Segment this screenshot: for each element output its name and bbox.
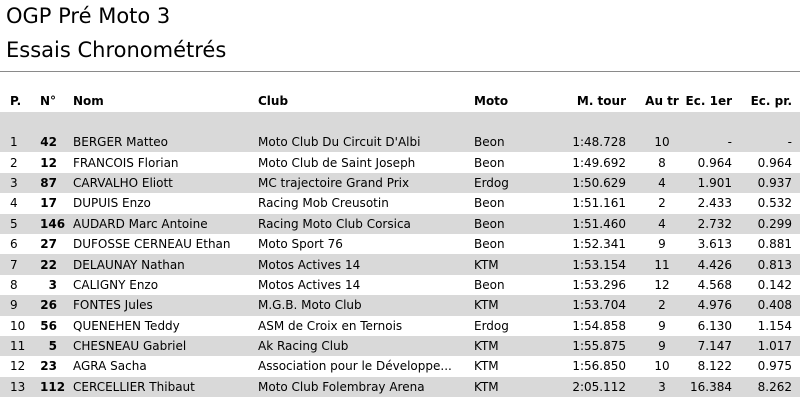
cell-lap-no: 2 [658, 298, 666, 313]
cell-best-lap: 1:55.875 [572, 339, 626, 354]
cell-gap-first: 4.976 [697, 298, 732, 313]
cell-club: Racing Mob Creusotin [258, 196, 389, 211]
cell-name: DELAUNAY Nathan [73, 257, 185, 272]
cell-gap-first: 4.568 [697, 277, 732, 292]
cell-moto: KTM [474, 339, 499, 354]
cell-name: DUFOSSE CERNEAU Ethan [73, 237, 231, 252]
cell-name: CERCELLIER Thibaut [73, 379, 195, 394]
cell-gap-prev: 0.964 [757, 155, 792, 170]
cell-lap-no: 11 [654, 257, 670, 272]
cell-gap-prev: 0.813 [757, 257, 792, 272]
table-spacer-row [0, 112, 800, 132]
cell-pos: 7 [10, 257, 18, 272]
cell-num: 22 [40, 257, 57, 272]
cell-num: 5 [48, 339, 57, 354]
cell-best-lap: 1:48.728 [572, 135, 626, 150]
cell-lap-no: 4 [658, 175, 666, 190]
cell-club: Motos Actives 14 [258, 277, 361, 292]
table-row[interactable] [0, 193, 800, 213]
cell-pos: 5 [10, 216, 18, 231]
cell-moto: Erdog [474, 318, 509, 333]
table-row[interactable] [0, 377, 800, 397]
cell-num: 26 [40, 298, 57, 313]
col-header-name[interactable]: Nom [73, 94, 104, 108]
cell-name: AUDARD Marc Antoine [73, 216, 208, 231]
cell-gap-first: 0.964 [697, 155, 732, 170]
cell-lap-no: 8 [658, 155, 666, 170]
cell-moto: Beon [474, 277, 505, 292]
cell-lap-no: 9 [658, 237, 666, 252]
cell-club: ASM de Croix en Ternois [258, 318, 403, 333]
cell-pos: 6 [10, 237, 18, 252]
cell-best-lap: 2:05.112 [572, 379, 626, 394]
cell-gap-first: 4.426 [697, 257, 732, 272]
cell-num: 87 [40, 175, 57, 190]
table-row[interactable] [0, 214, 800, 234]
table-row[interactable] [0, 173, 800, 193]
col-header-moto[interactable]: Moto [474, 94, 509, 108]
cell-best-lap: 1:52.341 [572, 237, 626, 252]
cell-moto: Beon [474, 155, 505, 170]
cell-gap-prev: 0.142 [757, 277, 792, 292]
cell-gap-first: 16.384 [690, 379, 732, 394]
cell-num: 56 [40, 318, 57, 333]
cell-num: 27 [40, 237, 57, 252]
col-header-club[interactable]: Club [258, 94, 289, 108]
col-header-pos[interactable]: P. [10, 94, 22, 108]
cell-gap-first: 2.732 [697, 216, 732, 231]
cell-name: DUPUIS Enzo [73, 196, 151, 211]
cell-gap-first: - [727, 135, 732, 150]
table-row[interactable] [0, 254, 800, 274]
cell-moto: Beon [474, 237, 505, 252]
cell-club: MC trajectoire Grand Prix [258, 175, 410, 190]
cell-best-lap: 1:56.850 [572, 359, 626, 374]
cell-gap-prev: 1.154 [757, 318, 792, 333]
cell-club: Motos Actives 14 [258, 257, 361, 272]
table-row[interactable] [0, 336, 800, 356]
cell-best-lap: 1:51.460 [572, 216, 626, 231]
cell-gap-prev: 0.299 [757, 216, 792, 231]
col-header-best-lap[interactable]: M. tour [576, 94, 626, 108]
table-header-row [0, 90, 800, 112]
cell-lap-no: 3 [658, 379, 666, 394]
results-table [0, 90, 800, 397]
cell-club: M.G.B. Moto Club [258, 298, 362, 313]
cell-num: 12 [40, 155, 57, 170]
cell-name: CHESNEAU Gabriel [73, 339, 187, 354]
table-row[interactable] [0, 132, 800, 152]
table-row[interactable] [0, 234, 800, 254]
cell-name: CARVALHO Eliott [73, 175, 173, 190]
cell-pos: 10 [10, 318, 26, 333]
cell-name: CALIGNY Enzo [73, 277, 159, 292]
header-divider [0, 71, 800, 72]
table-row[interactable] [0, 316, 800, 336]
cell-gap-first: 8.122 [697, 359, 732, 374]
cell-lap-no: 2 [658, 196, 666, 211]
cell-num: 23 [40, 359, 57, 374]
cell-lap-no: 9 [658, 339, 666, 354]
cell-pos: 1 [10, 135, 18, 150]
cell-moto: KTM [474, 359, 499, 374]
cell-gap-prev: 1.017 [757, 339, 792, 354]
cell-name: FRANCOIS Florian [73, 155, 179, 170]
cell-club: Moto Club Du Circuit D'Albi [258, 135, 421, 150]
cell-num: 112 [40, 379, 66, 394]
cell-name: FONTES Jules [73, 298, 153, 313]
cell-num: 146 [40, 216, 66, 231]
cell-gap-first: 3.613 [697, 237, 732, 252]
cell-moto: Beon [474, 216, 505, 231]
cell-moto: Beon [474, 196, 505, 211]
cell-club: Moto Club de Saint Joseph [258, 155, 416, 170]
table-row[interactable] [0, 356, 800, 376]
table-row[interactable] [0, 275, 800, 295]
cell-club: Moto Club Folembray Arena [258, 379, 425, 394]
cell-best-lap: 1:53.296 [572, 277, 626, 292]
cell-club: Ak Racing Club [258, 339, 349, 354]
cell-best-lap: 1:51.161 [572, 196, 626, 211]
cell-pos: 11 [10, 339, 26, 354]
cell-gap-first: 7.147 [697, 339, 732, 354]
cell-moto: KTM [474, 298, 499, 313]
cell-gap-prev: 0.937 [757, 175, 792, 190]
cell-gap-prev: 0.975 [757, 359, 792, 374]
cell-name: AGRA Sacha [73, 359, 147, 374]
cell-club: Racing Moto Club Corsica [258, 216, 411, 231]
cell-pos: 12 [10, 359, 26, 374]
cell-gap-first: 6.130 [697, 318, 732, 333]
cell-gap-first: 1.901 [697, 175, 732, 190]
cell-gap-prev: 8.262 [757, 379, 792, 394]
cell-best-lap: 1:54.858 [572, 318, 626, 333]
cell-club: Moto Sport 76 [258, 237, 343, 252]
cell-name: BERGER Matteo [73, 135, 169, 150]
results-body [0, 112, 800, 397]
cell-pos: 8 [10, 277, 18, 292]
page-title: OGP Pré Moto 3 [6, 4, 171, 28]
cell-gap-first: 2.433 [697, 196, 732, 211]
cell-num: 3 [48, 277, 57, 292]
col-header-num[interactable]: N° [40, 94, 57, 108]
cell-gap-prev: 0.532 [757, 196, 792, 211]
cell-name: QUENEHEN Teddy [73, 318, 180, 333]
cell-lap-no: 4 [658, 216, 666, 231]
cell-gap-prev: 0.881 [757, 237, 792, 252]
col-header-gap-prev[interactable]: Ec. pr. [750, 94, 792, 108]
cell-moto: Erdog [474, 175, 509, 190]
cell-moto: Beon [474, 135, 505, 150]
cell-pos: 3 [10, 175, 18, 190]
table-row[interactable] [0, 295, 800, 315]
cell-best-lap: 1:50.629 [572, 175, 626, 190]
cell-best-lap: 1:53.154 [572, 257, 626, 272]
cell-moto: KTM [474, 379, 499, 394]
cell-club: Association pour le Développe... [258, 359, 452, 374]
table-row[interactable] [0, 152, 800, 172]
cell-pos: 13 [10, 379, 26, 394]
page-subtitle: Essais Chronométrés [6, 38, 227, 62]
cell-lap-no: 12 [654, 277, 670, 292]
cell-lap-no: 10 [654, 135, 670, 150]
cell-pos: 9 [10, 298, 18, 313]
cell-lap-no: 10 [654, 359, 670, 374]
cell-num: 17 [40, 196, 57, 211]
cell-best-lap: 1:53.704 [572, 298, 626, 313]
cell-moto: KTM [474, 257, 499, 272]
col-header-gap-first[interactable]: Ec. 1er [685, 94, 732, 108]
cell-pos: 4 [10, 196, 18, 211]
cell-best-lap: 1:49.692 [572, 155, 626, 170]
cell-gap-prev: - [787, 135, 792, 150]
cell-num: 42 [40, 135, 57, 150]
cell-pos: 2 [10, 155, 18, 170]
cell-gap-prev: 0.408 [757, 298, 792, 313]
cell-lap-no: 9 [658, 318, 666, 333]
col-header-lap-no[interactable]: Au tr [645, 94, 679, 108]
